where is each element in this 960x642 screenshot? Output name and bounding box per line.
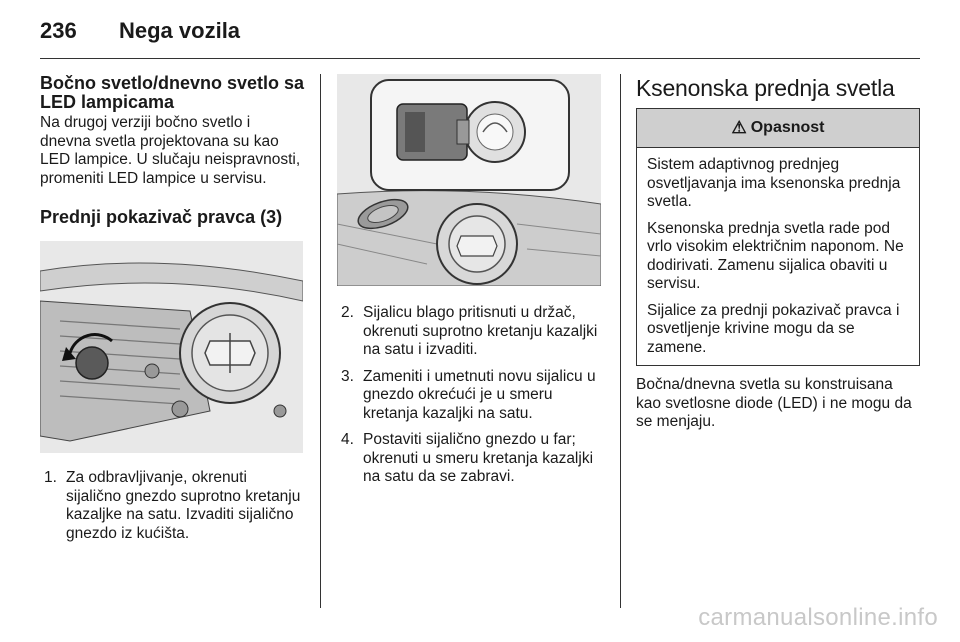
- step-text: Postaviti sijalično gnezdo u far; okrenuti u smeru kretanja kazaljki na satu da se zabravi.: [363, 431, 594, 485]
- step-text: Sijalicu blago pritisnuti u držač, okrenuti suprotno kretanju kazaljki na satu i izvaditi.: [363, 304, 598, 358]
- steps-list-2: [337, 304, 605, 487]
- step-number: 1.: [44, 469, 57, 486]
- site-watermark: carmanualsonline.info: [698, 604, 938, 631]
- header-divider: [40, 58, 920, 59]
- page-title: Nega vozila: [119, 18, 241, 43]
- section-heading-led: Bočno svetlo/dnevno svetlo sa LED lampicama: [40, 73, 305, 112]
- step-number: 3.: [341, 367, 354, 385]
- bulb-holder-illustration: [337, 74, 601, 286]
- step-number: 4.: [341, 431, 354, 448]
- danger-warning-box: [636, 108, 920, 366]
- column-1: [40, 74, 305, 551]
- list-item: [337, 431, 605, 487]
- led-paragraph: Na drugoj verziji bočno svetlo i dnevna svetla projektovana su kao LED lampice. U slučaju neispravnosti, promeniti LED lampice u servisu.: [40, 114, 301, 187]
- column-divider-1: [320, 74, 321, 608]
- warning-header: [637, 109, 919, 148]
- warning-paragraph-2: Ksenonska prednja svetla rade pod vrlo visokim električnim naponom. Ne dodirivati. Zamenu sijalica obaviti u servisu.: [647, 219, 904, 292]
- page-header: [40, 18, 920, 52]
- warning-triangle-icon: ⚠: [731, 118, 747, 137]
- section-heading-turn-signal: Prednji pokazivač pravca (3): [40, 207, 283, 227]
- headlamp-housing-drawing: [40, 241, 303, 453]
- column-3: [636, 74, 920, 432]
- bulb-removal-drawing: [337, 74, 601, 286]
- page-number: 236: [40, 18, 77, 43]
- column-2: [337, 74, 605, 495]
- list-item: [40, 469, 305, 543]
- turn-signal-socket-illustration: [40, 241, 303, 453]
- section-heading-xenon: Ksenonska prednja svetla: [636, 75, 895, 101]
- warning-body: [637, 148, 919, 365]
- step-text: Za odbravljivanje, okrenuti sijalično gnezdo suprotno kretanju kazaljke na satu. Izvaditi sijalično gnezdo iz kućišta.: [66, 469, 301, 542]
- led-daytime-paragraph: Bočna/dnevna svetla su konstruisana kao svetlosne diode (LED) i ne mogu da se menjaju.: [636, 376, 912, 430]
- warning-paragraph-3: Sijalice za prednji pokazivač pravca i osvetljenje krivine mogu da se zamene.: [647, 301, 900, 356]
- warning-paragraph-1: Sistem adaptivnog prednjeg osvetljavanja ima ksenonska prednja svetla.: [647, 156, 901, 210]
- steps-list-1: [40, 469, 305, 543]
- list-item: [337, 368, 605, 424]
- column-divider-2: [620, 74, 621, 608]
- list-item: [337, 304, 605, 360]
- step-text: Zameniti i umetnuti novu sijalicu u gnezdo okrećući je u smeru kretanja kazaljki na satu.: [363, 367, 596, 422]
- step-number: 2.: [341, 304, 354, 321]
- warning-label: Opasnost: [750, 119, 825, 136]
